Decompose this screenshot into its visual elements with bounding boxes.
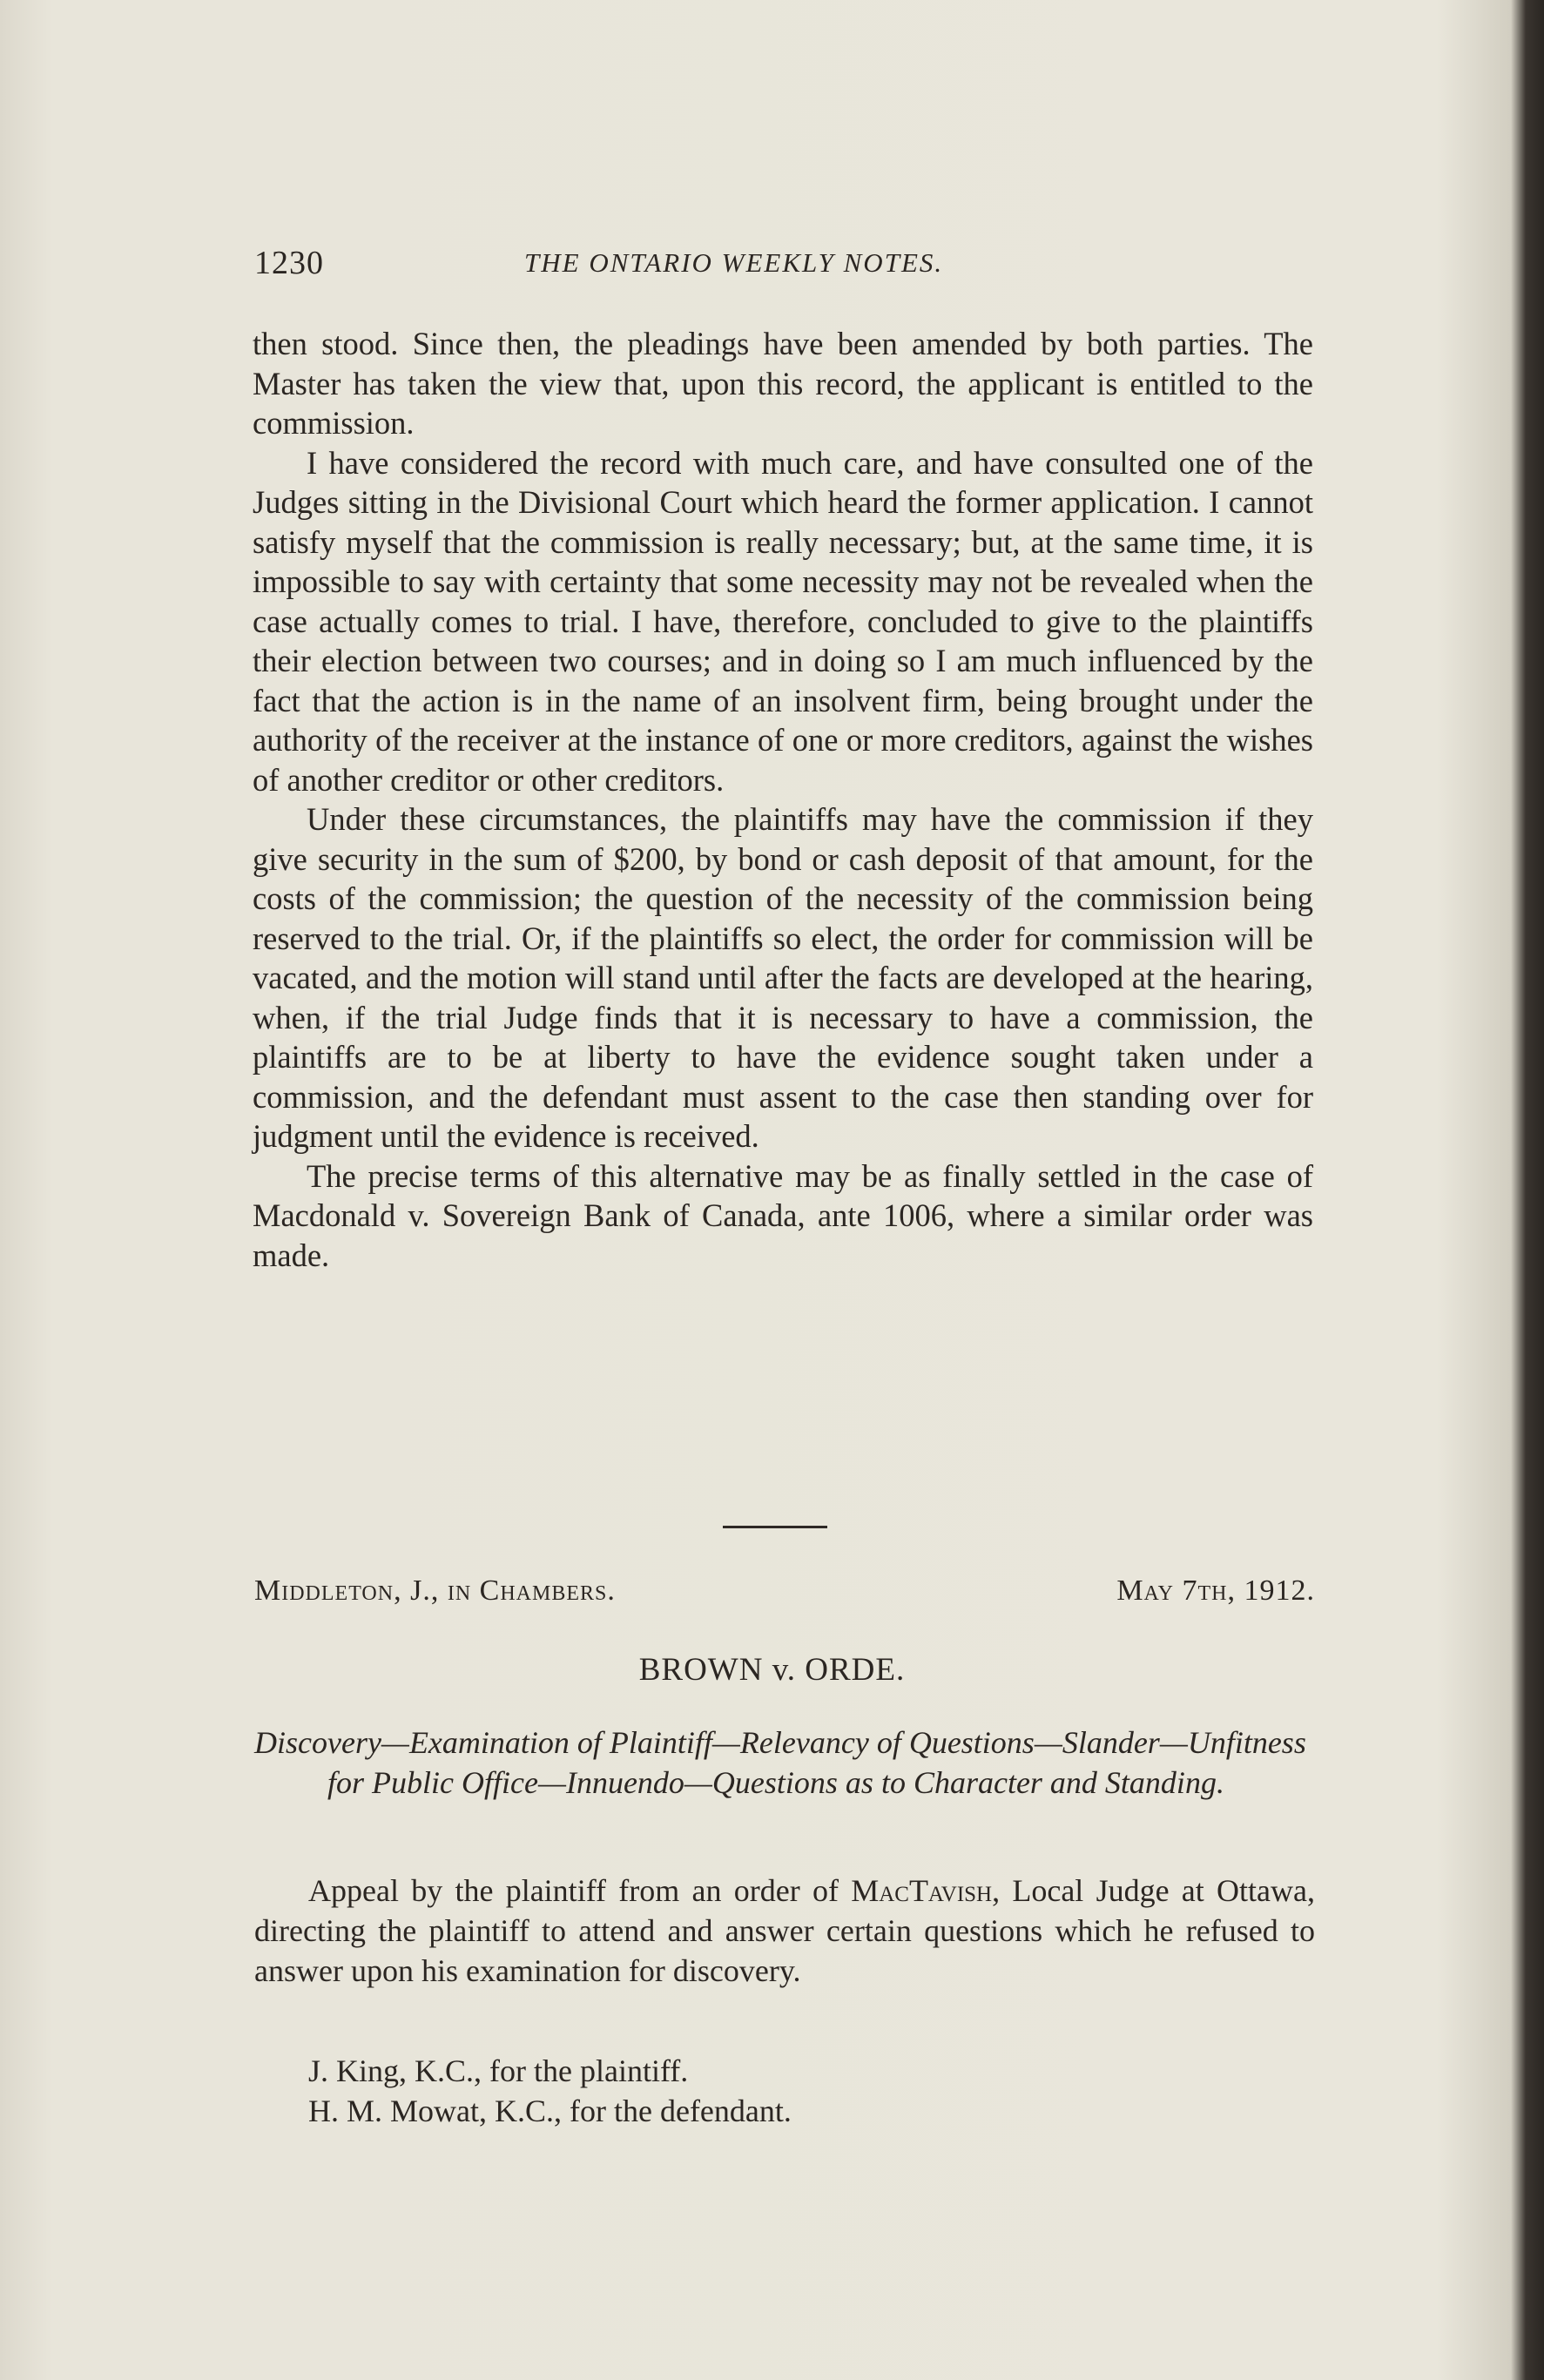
previous-case-text [253, 324, 1313, 1275]
case-judge: Middleton, J., in Chambers. [254, 1574, 616, 1607]
counsel-defendant: H. M. Mowat, K.C., for the defendant. [308, 2093, 792, 2128]
appeal-judge-name: MacTavish [851, 1873, 993, 1908]
counsel-plaintiff: J. King, K.C., for the plaintiff. [308, 2053, 689, 2088]
appeal-paragraph [254, 1871, 1315, 1991]
counsel-list [308, 2051, 1266, 2131]
page-number: 1230 [254, 245, 324, 281]
appeal-text-before: Appeal by the plaintiff from an order of [308, 1873, 852, 1908]
page-header [254, 244, 1317, 287]
case-headnote: Discovery—Examination of Plaintiff—Relevancy of Questions—Slander—Unfitness for Public Office—Innuendo—Questions as to Character and Standing. [254, 1725, 1306, 1800]
case-title: BROWN v. ORDE. [638, 1652, 906, 1688]
paragraph-2: I have considered the record with much care, and have consulted one of the Judges sitting in the Divisional Court which heard the former application. I cannot satisfy myself that the commission is really necessary; but, at the same time, it is impossible to say with certainty that some necessity may not be revealed when the case actually comes to trial. I have, therefore, concluded to give to the plaintiffs their election between two courses; and in doing so I am much influenced by the fact that the action is in the name of an insolvent firm, being brought under the authority of the receiver at the instance of one or more creditors, against the wishes of another creditor or other creditors. [253, 444, 1313, 798]
section-divider [723, 1526, 827, 1528]
running-title: THE ONTARIO WEEKLY NOTES. [524, 247, 944, 278]
case-date: May 7th, 1912. [1116, 1574, 1315, 1607]
paragraph-4: The precise terms of this alternative may be as finally settled in the case of Macdonald v. Sovereign Bank of Canada, ante 1006, where a similar order was made. [253, 1157, 1313, 1273]
appeal-text-after: , Local Judge at Ottawa, directing the plaintiff to attend and answer certain questions which he refused to answer upon his examination for discovery. [254, 1873, 1316, 1988]
paragraph-1: then stood. Since then, the pleadings have been amended by both parties. The Master has taken the view that, upon this record, the applicant is entitled to the commission. [253, 326, 1313, 441]
paragraph-3: Under these circumstances, the plaintiffs may have the commission if they give security in the sum of $200, by bond or cash deposit of that amount, for the costs of the commission; the question of the necessity of the commission being reserved to the trial. Or, if the plaintiffs so elect, the order for commission will be vacated, and the motion will stand until after the facts are developed at the hearing, when, if the trial Judge finds that it is necessary to have a commission, the plaintiffs are to be at liberty to have the evidence sought taken under a commission, and the defendant must assent to the case then standing over for judgment until the evidence is received. [253, 801, 1313, 1154]
